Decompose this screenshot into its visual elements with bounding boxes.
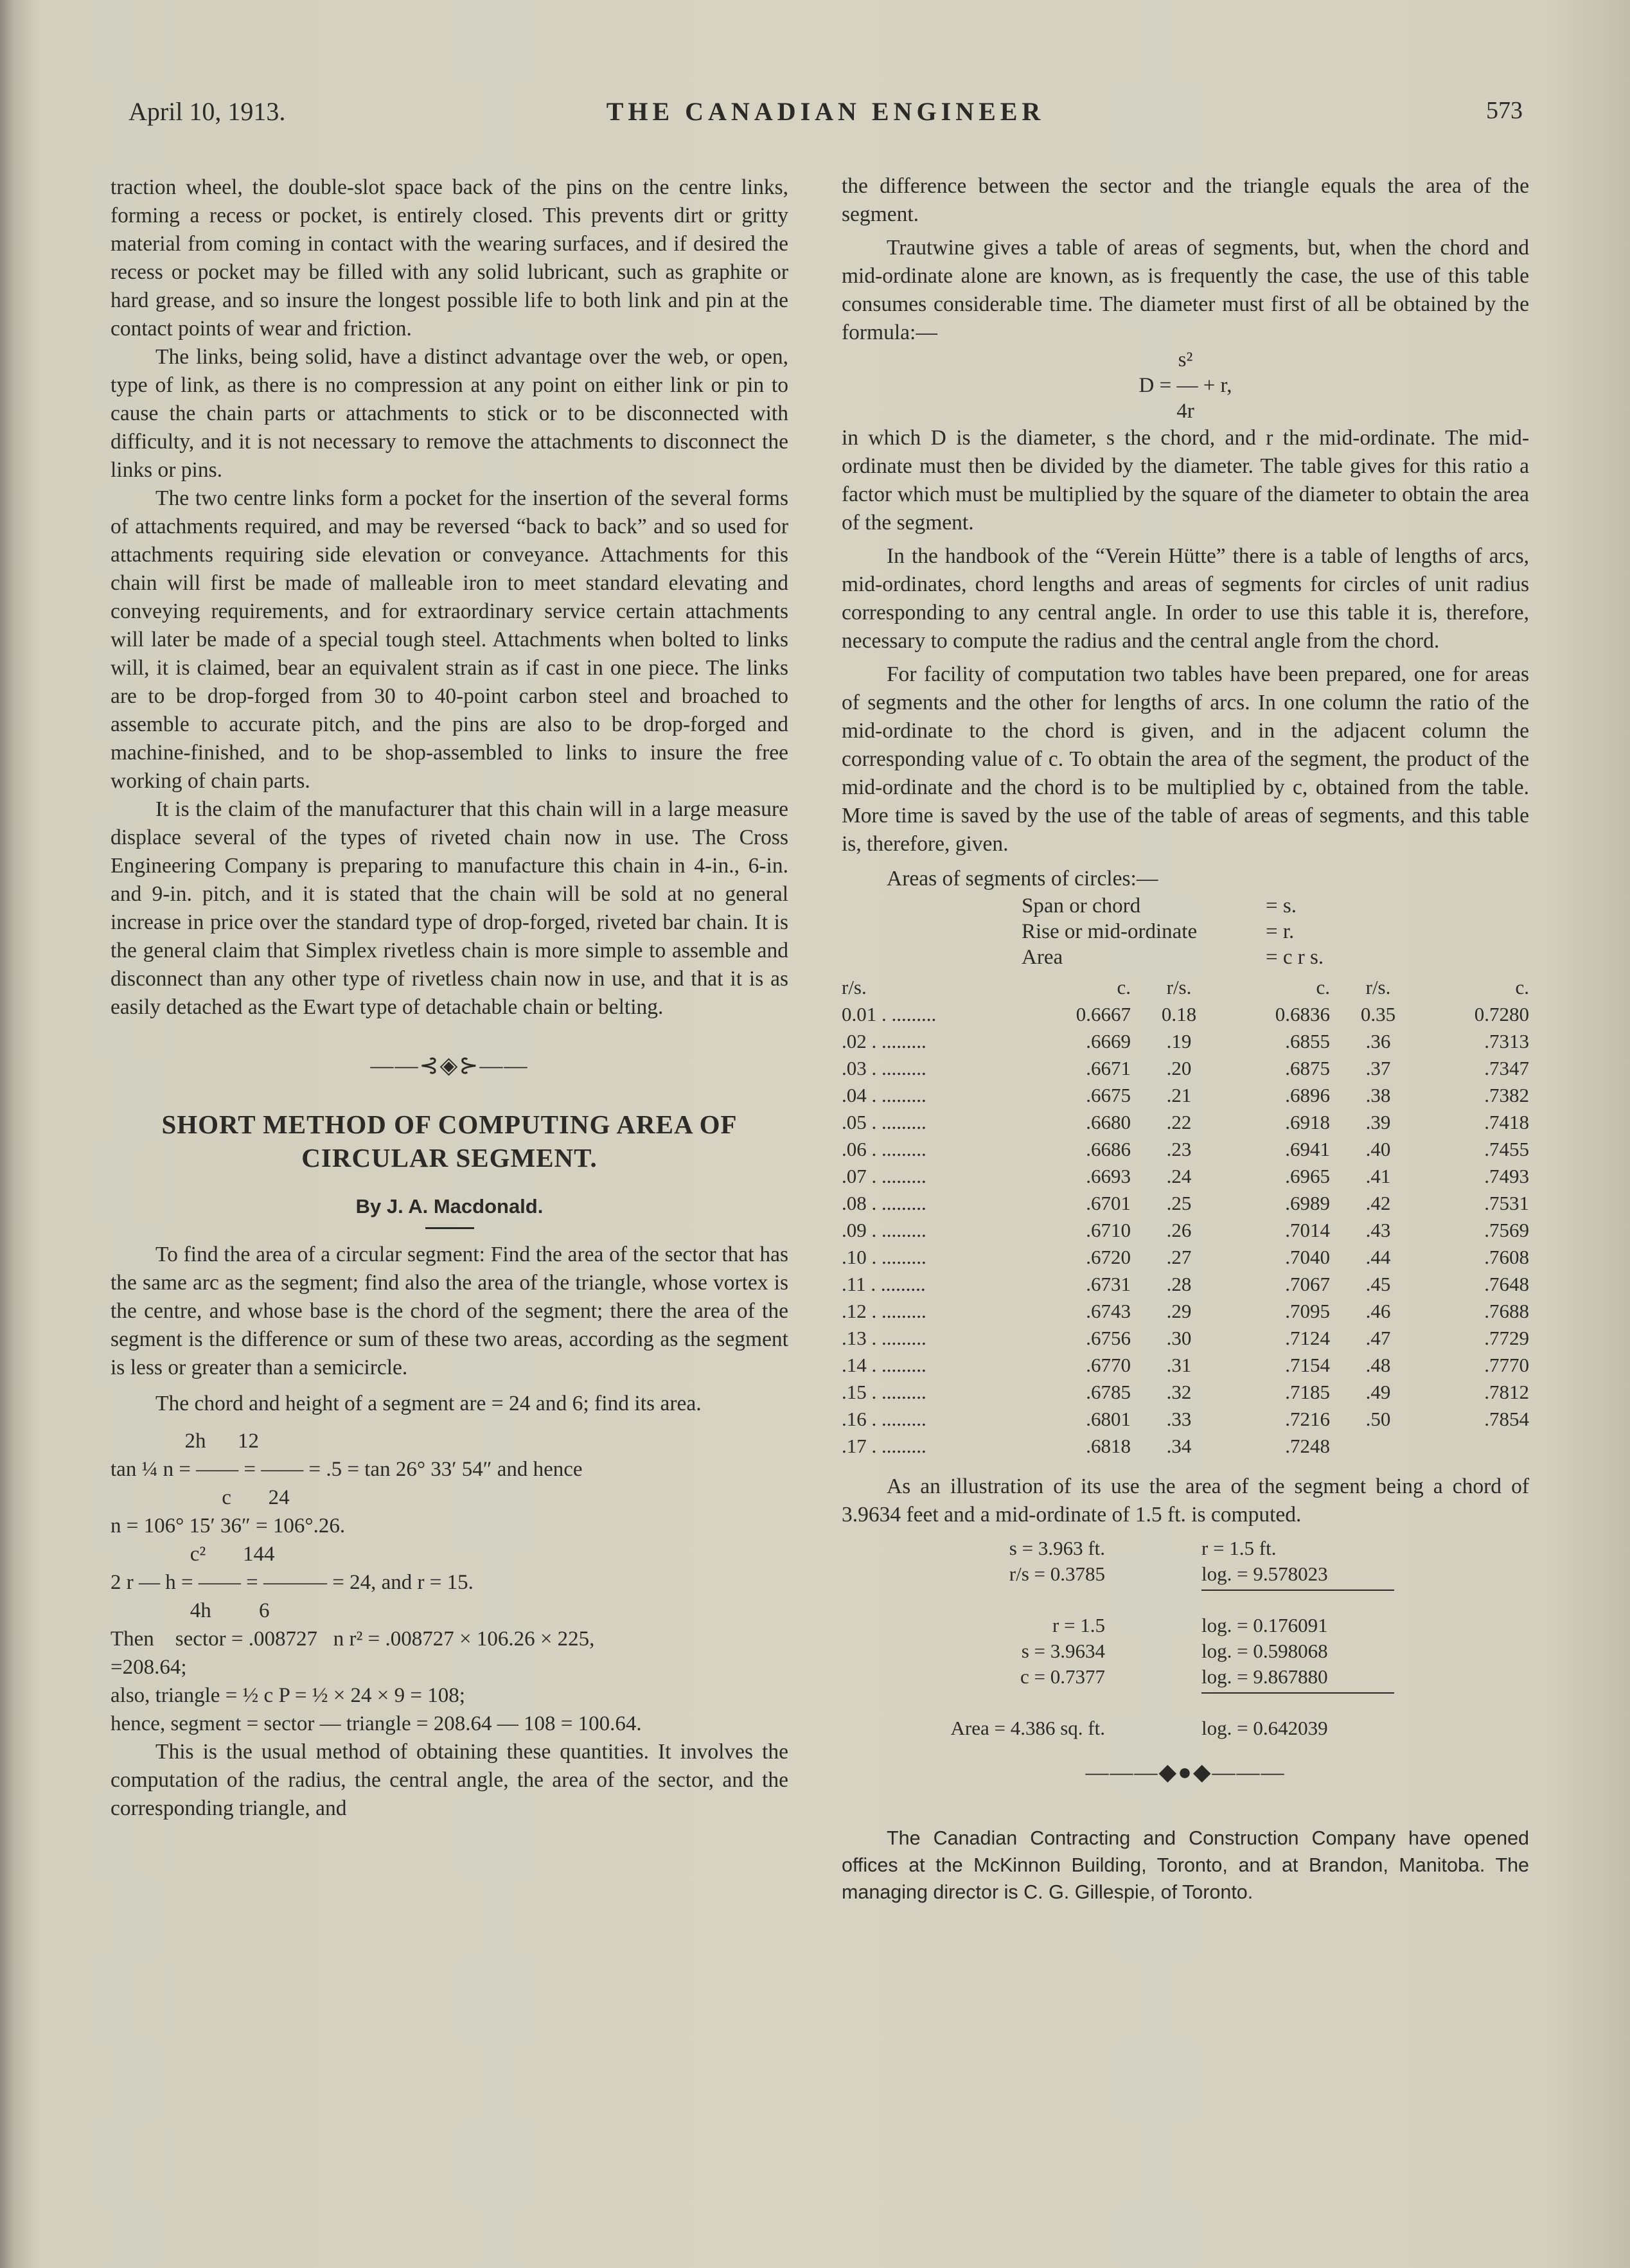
table-cell: .06 . ......... [842,1138,926,1160]
table-cell: 0.6836 [1275,1003,1330,1025]
table-row [842,1190,1529,1217]
column-header: r/s. [1166,976,1192,998]
table-cell: .17 . ......... [842,1435,926,1457]
table-cell: .26 [1166,1219,1192,1241]
table-cell: .6720 [1086,1246,1131,1268]
table-row [842,1271,1529,1298]
equation: Then sector = .008727 n r² = .008727 × 106.26 × 225, [111,1627,595,1651]
article-title-line-2: CIRCULAR SEGMENT. [301,1143,598,1173]
table-cell: .7418 [1484,1111,1529,1133]
table-cell: .34 [1166,1435,1192,1457]
legend-row: Rise or mid-ordinate = r. [1022,920,1295,943]
table-cell: .7216 [1285,1408,1330,1430]
paragraph: the difference between the sector and the triangle equals the area of the segment. [842,174,1529,226]
paragraph: As an illustration of its use the area of the segment being a chord of 3.9634 feet and a mid-ordinate of 1.5 ft. is computed. [842,1475,1529,1527]
table-legend [1022,893,1529,970]
table-cell: .7493 [1484,1165,1529,1187]
table-row [842,1082,1529,1109]
paragraph: For facility of computation two tables have been prepared, one for areas of segments and the other for lengths of arcs. In one column the ratio of the mid-ordinate to the chord is given, and in the adjacent column the corresponding value of c. To obtain the area of the segment, the product of the mid-ordinate and the chord is to be multiplied by c, obtained from the table. More time is saved by the use of the table of areas of segments, and this table is, therefore, given. [842,662,1529,856]
left-column [111,173,788,1823]
page-number: 573 [1486,97,1523,124]
table-cell: .6669 [1086,1030,1131,1052]
table-cell: .13 . ......... [842,1327,926,1349]
table-cell: .42 [1365,1192,1391,1214]
table-row [842,1352,1529,1379]
equation: =208.64; [111,1656,187,1679]
calc-row [842,1690,1529,1715]
table-row [842,1136,1529,1163]
table-cell: .33 [1166,1408,1192,1430]
table-cell: .7313 [1484,1030,1529,1052]
formula-main: D = — + r, [1138,374,1232,397]
table-row [842,1325,1529,1352]
table-cell: .31 [1166,1354,1192,1376]
diameter-formula [842,347,1529,424]
table-cell: .19 [1166,1030,1192,1052]
areas-of-segments-table [842,974,1529,1460]
table-cell: .7608 [1484,1246,1529,1268]
table-cell: .6701 [1086,1192,1131,1214]
table-cell: .6770 [1086,1354,1131,1376]
calc-row: Area = 4.386 sq. ft. log. = 0.642039 [950,1717,1328,1739]
table-cell: .6896 [1285,1084,1330,1106]
table-cell: .30 [1166,1327,1192,1349]
calc-row [842,1587,1529,1613]
paragraph: Trautwine gives a table of areas of segments, but, when the chord and mid-ordinate alone are known, as is frequently the case, the use of this table consumes considerable time. The diameter must first of all be obtained by the formula:— [842,236,1529,344]
equation: n = 106° 15′ 36″ = 106°.26. [111,1514,346,1537]
table-cell: .09 . ......... [842,1219,926,1241]
table-cell: .44 [1365,1246,1391,1268]
table-cell: .6801 [1086,1408,1131,1430]
table-cell: .45 [1365,1273,1391,1295]
table-cell: .7040 [1285,1246,1330,1268]
table-cell: 0.35 [1360,1003,1396,1025]
paragraph: It is the claim of the manufacturer that this chain will in a large measure displace several of the types of riveted chain now in use. The Cross Engineering Company is preparing to manufacture this chain in 4-in., 6-in. and 9-in. pitch, and it is stated that the chain will be sold at no general increase in price over the standard type of drop-forged, riveted bar chain. It is the general claim that Simplex rivetless chain is more simple to assemble and disconnect than any other type of rivetless chain now in use, and that it is as easily detached as the Ewart type of detachable chain or belting. [111,797,788,1019]
table-cell: .6710 [1086,1219,1131,1241]
table-cell: .7382 [1484,1084,1529,1106]
table-cell: .37 [1365,1057,1391,1079]
table-cell: .08 . ......... [842,1192,926,1214]
table-cell: .50 [1365,1408,1391,1430]
paragraph: In the handbook of the “Verein Hütte” there is a table of lengths of arcs, mid-ordinates, chord lengths and areas of segments for circles of unit radius corresponding to any central angle. In order to use this table it is, therefore, necessary to compute the radius and the central angle from the chord. [842,544,1529,653]
table-cell: .6680 [1086,1111,1131,1133]
table-cell: .6941 [1285,1138,1330,1160]
table-cell: .36 [1365,1030,1391,1052]
calc-row: r = 1.5 log. = 0.176091 [1052,1614,1328,1636]
equation-fraction-bottom: 4h 6 [111,1599,270,1622]
table-cell: .6675 [1086,1084,1131,1106]
paragraph: traction wheel, the double-slot space back of the pins on the centre links, forming a recess or pocket, is entirely closed. This prevents dirt or gritty material from coming in contact with the wearing surfaces, and if desired the recess or pocket may be filled with any solid lubricant, such as graphite or hard grease, and so insure the longest possible life to both link and pin at the contact points of wear and friction. [111,175,788,341]
equation-fraction-top: c² 144 [111,1543,275,1566]
table-cell: .7014 [1285,1219,1330,1241]
table-cell: .49 [1365,1381,1391,1403]
worked-example [842,1536,1529,1748]
section-ornament: ———◆●◆——— [1085,1759,1286,1785]
table-row [842,1163,1529,1190]
table-cell: .6686 [1086,1138,1131,1160]
column-header: c. [1316,976,1330,998]
company-notice: The Canadian Contracting and Construction Company have opened offices at the McKinnon Building, Toronto, and at Brandon, Manitoba. The managing director is C. G. Gillespie, of Toronto. [842,1827,1529,1903]
table-cell: .7770 [1484,1354,1529,1376]
table-cell: .25 [1166,1192,1192,1214]
table-cell: .10 . ......... [842,1246,926,1268]
table-cell: .7095 [1285,1300,1330,1322]
table-cell: .7688 [1484,1300,1529,1322]
calc-row: s = 3.963 ft. r = 1.5 ft. [1009,1537,1277,1559]
equation-fraction-top: 2h 12 [111,1430,259,1453]
table-row [842,1298,1529,1325]
table-cell: .38 [1365,1084,1391,1106]
section-ornament: ——⊰◈⊱—— [370,1052,529,1078]
equation: tan ¼ n = —— = —— = .5 = tan 26° 33′ 54″ and hence [111,1458,583,1481]
column-header: c. [1515,976,1529,998]
table-cell: .20 [1166,1057,1192,1079]
table-cell: .6918 [1285,1111,1330,1133]
table-row [842,1379,1529,1406]
calc-rule [1201,1590,1394,1591]
table-cell: .47 [1365,1327,1391,1349]
paragraph: The links, being solid, have a distinct advantage over the web, or open, type of link, as there is no compression at any point on either link or pin to cause the chain parts or attachments to stick or to be disconnected with difficulty, and it is not necessary to remove the attachments to disconnect the links or pins. [111,345,788,482]
legend-row: Span or chord = s. [1022,894,1297,917]
table-caption: Areas of segments of circles:— [887,867,1158,890]
calc-row: s = 3.9634 log. = 0.598068 [1021,1640,1328,1662]
table-cell: .6785 [1086,1381,1131,1403]
table-cell: .7124 [1285,1327,1330,1349]
table-cell: .29 [1166,1300,1192,1322]
formula-numerator: s² [1178,348,1193,371]
table-cell [1330,1433,1426,1460]
table-cell: .46 [1365,1300,1391,1322]
column-header: c. [1117,976,1131,998]
table-cell: .15 . ......... [842,1381,926,1403]
table-row [842,1055,1529,1082]
table-cell: 0.6667 [1076,1003,1131,1025]
table-cell: .48 [1365,1354,1391,1376]
paragraph: The two centre links form a pocket for the insertion of the several forms of attachments required, and may be reversed “back to back” and so used for attachments requiring side elevation or conveyance. Attachments for this chain will first be made of malleable iron to meet standard elevating and conveying requirements, and for extraordinary service certain attachments will later be made of a special tough steel. Attachments when bolted to links will, it is claimed, bear an equivalent strain as if cast in one piece. The links are to be drop-forged from 30 to 40-point carbon steel and broached to assemble to accurate pitch, and the pins are also to be drop-forged and machine-finished, and to be shop-assembled to links to insure the free working of chain parts. [111,486,788,793]
table-cell: .6731 [1086,1273,1131,1295]
calc-row: r/s = 0.3785 log. = 9.578023 [1009,1563,1328,1585]
table-cell: .07 . ......... [842,1165,926,1187]
table-cell: .02 . ......... [842,1030,926,1052]
equation-fraction-top: c 24 [111,1486,290,1509]
journal-title: THE CANADIAN ENGINEER [606,97,1045,126]
table-cell: .40 [1365,1138,1391,1160]
table-cell: .7347 [1484,1057,1529,1079]
column-header: r/s. [1365,976,1391,998]
table-cell: .03 . ......... [842,1057,926,1079]
byline-rule [425,1227,474,1229]
equation: also, triangle = ½ c P = ½ × 24 × 9 = 108; [111,1684,465,1707]
article-title-line-1: SHORT METHOD OF COMPUTING AREA OF [161,1110,738,1139]
paragraph: To find the area of a circular segment: Find the area of the sector that has the same arc as the segment; find also the area of the triangle, whose vortex is the centre, and whose base is the chord of the segment; there the area of the segment is the difference or sum of these two areas, according as the segment is less or greater than a semicircle. [111,1243,788,1379]
table-cell: .6671 [1086,1057,1131,1079]
table-cell: 0.01 . ......... [842,1003,937,1025]
table-cell: .6693 [1086,1165,1131,1187]
table-cell: .7248 [1285,1435,1330,1457]
table-row [842,1406,1529,1433]
author-byline: By J. A. Macdonald. [355,1195,544,1218]
table-cell: .16 . ......... [842,1408,926,1430]
equation: hence, segment = sector — triangle = 208.64 — 108 = 100.64. [111,1712,642,1735]
table-cell: .21 [1166,1084,1192,1106]
table-cell: .24 [1166,1165,1192,1187]
table-cell: .7154 [1285,1354,1330,1376]
paragraph: This is the usual method of obtaining these quantities. It involves the computation of the radius, the central angle, the area of the sector, and the corresponding triangle, and [111,1740,788,1820]
table-cell: .23 [1166,1138,1192,1160]
table-cell: .14 . ......... [842,1354,926,1376]
table-cell: .41 [1365,1165,1391,1187]
table-cell: .6756 [1086,1327,1131,1349]
table-cell: .7531 [1484,1192,1529,1214]
right-column [842,172,1529,1906]
table-cell: .32 [1166,1381,1192,1403]
table-cell: .6818 [1086,1435,1131,1457]
table-cell [1426,1433,1529,1460]
table-cell: .6875 [1285,1057,1330,1079]
table-cell: .7812 [1484,1381,1529,1403]
table-header-row [842,974,1529,1001]
calc-rule [1201,1692,1394,1694]
table-cell: .7569 [1484,1219,1529,1241]
table-cell: .27 [1166,1246,1192,1268]
table-cell: .43 [1365,1219,1391,1241]
page-header [128,96,1523,141]
table-cell: .28 [1166,1273,1192,1295]
table-cell: .7854 [1484,1408,1529,1430]
formula-denominator: 4r [1176,400,1194,423]
table-cell: .22 [1166,1111,1192,1133]
table-row [842,1433,1529,1460]
table-cell: .6989 [1285,1192,1330,1214]
issue-date: April 10, 1913. [128,97,286,126]
table-cell: .6855 [1285,1030,1330,1052]
table-cell: .7648 [1484,1273,1529,1295]
table-row [842,1217,1529,1244]
equation: 2 r — h = —— = ——— = 24, and r = 15. [111,1571,474,1594]
table-cell: .7455 [1484,1138,1529,1160]
table-cell: .7729 [1484,1327,1529,1349]
table-cell: .7067 [1285,1273,1330,1295]
table-row [842,1244,1529,1271]
paragraph: The chord and height of a segment are = 24 and 6; find its area. [155,1392,702,1415]
table-cell: .04 . ......... [842,1084,926,1106]
table-cell: .05 . ......... [842,1111,926,1133]
column-header: r/s. [842,976,867,998]
paragraph: in which D is the diameter, s the chord, and r the mid-ordinate. The mid-ordinate must then be divided by the diameter. The table gives for this ratio a factor which must be multiplied by the square of the diameter to obtain the area of the segment. [842,426,1529,535]
table-cell: 0.7280 [1474,1003,1529,1025]
table-cell: .11 . ......... [842,1273,926,1295]
table-row [842,1001,1529,1028]
table-cell: 0.18 [1161,1003,1197,1025]
legend-row: Area = c r s. [1022,946,1324,969]
table-cell: .7185 [1285,1381,1330,1403]
table-cell: .12 . ......... [842,1300,926,1322]
calc-row: c = 0.7377 log. = 9.867880 [1020,1665,1328,1688]
table-row [842,1109,1529,1136]
table-cell: .6743 [1086,1300,1131,1322]
table-cell: .6965 [1285,1165,1330,1187]
table-cell: .39 [1365,1111,1391,1133]
table-row [842,1028,1529,1055]
